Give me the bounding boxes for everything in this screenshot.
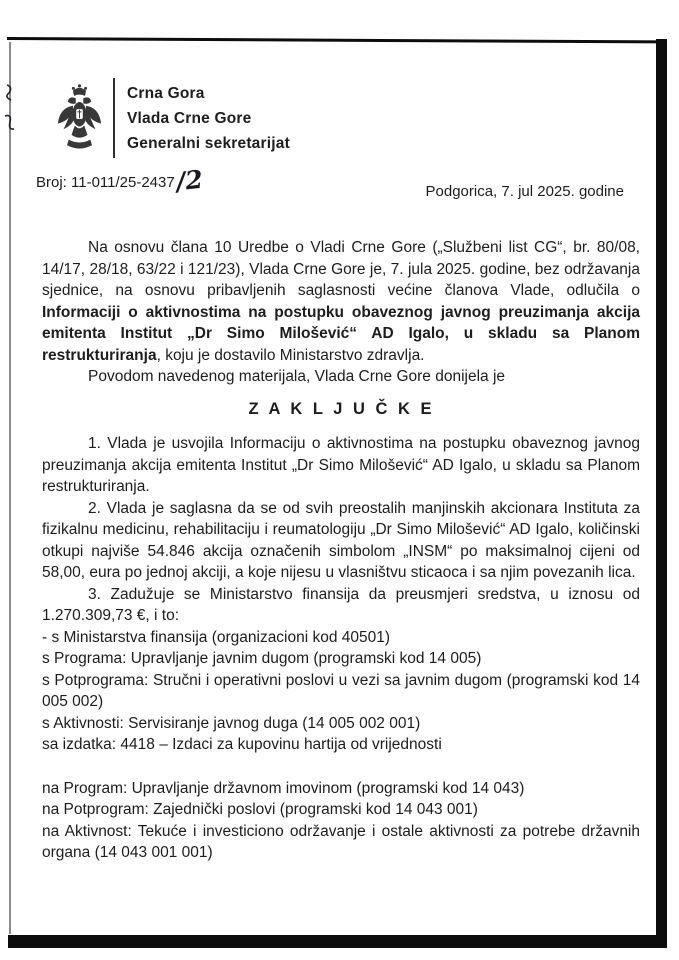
budget-to-line: na Program: Upravljanje državnom imovinom (programski kod 14 043)	[42, 779, 525, 797]
budget-to-line: na Aktivnost: Tekuće i investiciono održavanje i ostale aktivnosti za potrebe državnih organa (14 043 001 001)	[42, 822, 640, 861]
handwritten-margin-marks-icon	[0, 80, 20, 144]
document-page	[36, 78, 640, 864]
montenegro-coat-of-arms-icon	[56, 81, 103, 155]
document-body	[42, 237, 640, 864]
scan-edge-top	[7, 37, 663, 43]
budget-to-line: na Potprogram: Zajednički poslovi (programski kod 14 043 001)	[42, 801, 478, 818]
conclusions-heading: Z A K L J U Č K E	[248, 399, 434, 418]
handwritten-annotation: /2	[174, 164, 204, 197]
intro-line: Povodom navedenog materijala, Vlada Crne Gore donijela je	[88, 368, 506, 385]
conclusion-item-1: 1. Vlada je usvojila Informaciju o aktivnostima na postupku obaveznog javnog preuzimanja akcija emitenta Institut „Dr Simo Milošević“ AD Igalo, u skladu sa Planom restrukturiranja.	[42, 435, 640, 495]
document-number-text: Broj: 11-011/25-2437	[36, 174, 175, 191]
conclusion-item-2: 2. Vlada je saglasna da se od svih preostalih manjinskih akcionara Instituta za fizikalnu medicinu, rehabilitaciju i reumatologiju „Dr Simo Milošević“ AD Igalo, količinski otkupi najviše 54.846 akcija označenih simbolom „INSM“ po maksimalnoj cijeni od 58,00, eura po jednoj akciji, a koje nijesu u vlasništvu sticaoca i sa njim povezanih lica.	[42, 499, 640, 581]
letterhead-government: Vlada Crne Gore	[127, 109, 252, 127]
budget-from-line: sa izdatka: 4418 – Izdaci za kupovinu hartija od vrijednosti	[42, 736, 442, 753]
letterhead-country: Crna Gora	[127, 84, 205, 102]
budget-from-line: - s Ministarstva finansija (organizacioni kod 40501)	[42, 628, 391, 646]
letterhead-secretariat: Generalni sekretarijat	[127, 134, 290, 152]
letterhead-divider	[113, 78, 115, 158]
document-number	[36, 164, 204, 197]
legal-basis-text: Na osnovu člana 10 Uredbe o Vladi Crne Gore („Službeni list CG“, br. 80/08, 14/17, 28/18, 63/22 i 121/23), Vlada Crne Gore je, 7. jula 2025. godine, bez održavanja sjednice, na osnovu pribavljenih saglasnosti većine članova Vlade, odlučila o	[42, 239, 640, 299]
legal-basis-tail: , koju je dostavilo Ministarstvo zdravlja.	[156, 346, 425, 364]
place-date: Podgorica, 7. jul 2025. godine	[425, 183, 624, 200]
subject-title-bold: Informaciji o aktivnostima na postupku obaveznog javnog preuzimanja akcija emitenta Institut „Dr Simo Milošević“ AD Igalo, u skladu sa Planom restrukturiranja	[42, 303, 640, 364]
budget-from-line: s Potprograma: Stručni i operativni poslovi u vezi sa javnim dugom (programski kod 14 005 002)	[42, 671, 640, 710]
document-meta-row	[36, 164, 640, 200]
conclusion-item-3-intro: 3. Zadužuje se Ministarstvo finansija da preusmjeri sredstva, u iznosu od 1.270.309,73 €, i to:	[42, 585, 640, 624]
budget-from-line: s Programa: Upravljanje javnim dugom (programski kod 14 005)	[42, 650, 482, 667]
scan-edge-right	[656, 39, 667, 948]
letterhead	[56, 78, 640, 158]
budget-from-line: s Aktivnosti: Servisiranje javnog duga (14 005 002 001)	[42, 714, 421, 732]
scan-edge-bottom	[8, 935, 667, 948]
scan-edge-left	[9, 42, 11, 934]
legal-basis-paragraph	[42, 237, 640, 366]
